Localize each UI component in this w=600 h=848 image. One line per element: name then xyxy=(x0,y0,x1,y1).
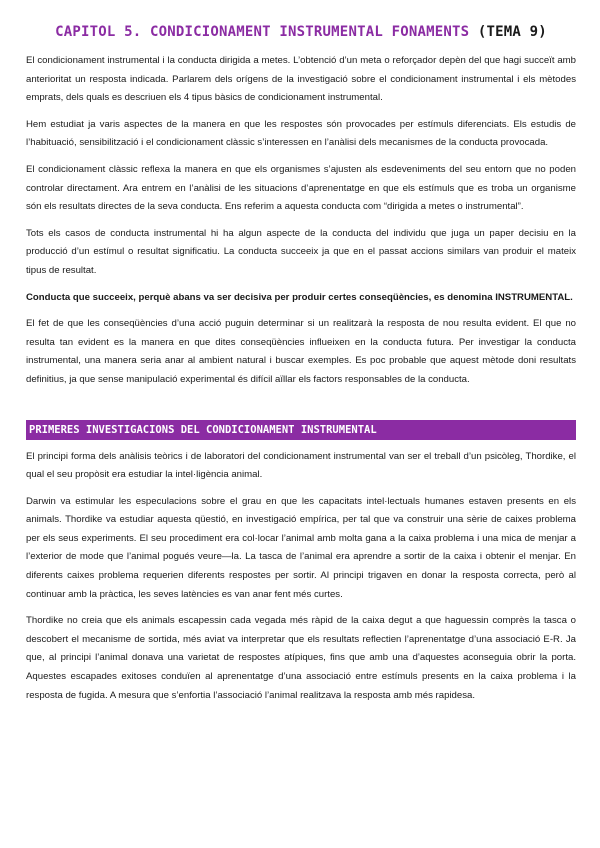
chapter-topic-label: (TEMA 9) xyxy=(477,24,547,40)
document-page xyxy=(26,0,576,705)
intro-paragraph-1: El condicionament instrumental i la conducta dirigida a metes. L’obtenció d’un meta o reforçador depèn del que hagi succeït amb anterioritat un resposta indicada. Parlarem dels orígens de la investigació sobre el condicionament instrumental i els mètodes emprats, dels quals es descriuen els 4 tipus bàsics de condicionament instrumental. xyxy=(26,55,576,104)
section-paragraph-1: El principi forma dels anàlisis teòrics i de laboratori del condicionament instrumental van ser el treball d’un psicòleg, Thordike, el qual el seu propòsit era estudiar la intel·ligència animal. xyxy=(26,450,576,481)
section-paragraph-2: Darwin va estimular les especulacions sobre el grau en que les capacitats intel·lectuals humanes estaven presents en els animals. Thordike va estudiar aquesta qüestió, en investigació empírica, per tal que va construir una sèrie de caixes problema per els seus experiments. El seu procediment era col·locar l’animal amb molta gana a la caixa problema i una mica de menjar a l’exterior de mode que l’animal pogués veure—la. La tasca de l’animal era aprendre a sortir de la caixa i obtenir el menjar. En diferents caixes problema requerien diferents respostes per sortir. Al principi trigaven en donar la resposta correcta, però al continuar amb la pràctica, les seves latències es van anar fent més curtes. xyxy=(26,495,576,600)
chapter-title-text: CAPITOL 5. CONDICIONAMENT INSTRUMENTAL FONAMENTS xyxy=(55,24,470,40)
definition-statement: Conducta que succeeix, perquè abans va ser decisiva per produir certes conseqüències, es denomina INSTRUMENTAL. xyxy=(26,291,573,303)
intro-paragraph-5: El fet de que les conseqüències d’una acció puguin determinar si un realitzarà la resposta de nou resulta evident. El que no resulta tan evident es la manera en que dites conseqüències influeixen en la conducta futura. Per investigar la conducta instrumental, una manera seria anar al ambient natural i buscar exemples. Es poc probable que aquest mètode doni resultats definitius, ja que sense manipulació experimental és difícil aïllar els factors responsables de la conducta. xyxy=(26,318,576,385)
intro-paragraph-2: Hem estudiat ja varis aspectes de la manera en que les respostes són provocades per estímuls diferenciats. Els estudis de l’habituació, sensibilització i el condicionament clàssic s’interessen en l’anàlisi dels mecanismes de la conducta provocada. xyxy=(26,118,576,149)
intro-paragraph-3: El condicionament clàssic reflexa la manera en que els organismes s’ajusten als esdeveniments del seu entorn que no poden controlar directament. Ara entrem en l’anàlisi de les situacions d’aprenentatge en que els estímuls que es troba un organisme són els resultats directes de la seva conducta. Ens referim a aquesta conducta com “dirigida a metes o instrumental”. xyxy=(26,163,576,213)
chapter-title xyxy=(26,24,576,40)
intro-paragraph-4: Tots els casos de conducta instrumental hi ha algun aspecte de la conducta del individu que juga un paper decisiu en la producció d’un estímul o resultat significatiu. La conducta succeeix ja que en el passat accions similars van produir el mateix tipus de resultat. xyxy=(26,227,576,276)
section-heading: PRIMERES INVESTIGACIONS DEL CONDICIONAMENT INSTRUMENTAL xyxy=(26,420,576,440)
section-paragraph-3: Thordike no creia que els animals escapessin cada vegada més ràpid de la caixa degut a que haguessin comprès la tasca o descobert el mecanisme de sortida, més aviat va interpretar que els resultats reflectien l’aprenentatge d’una associació E-R. Ja que, al principi l’animal donava una varietat de respostes atípiques, fins que amb una d’aquestes aconseguia obrir la porta. Aquestes escapades exitoses conduïen al aprenentatge d’una associació entre estímuls presents en la caixa problema i la resposta de fugida. A mesura que s’enfortia l’associació l’animal realitzava la resposta amb més rapidesa. xyxy=(26,615,576,701)
